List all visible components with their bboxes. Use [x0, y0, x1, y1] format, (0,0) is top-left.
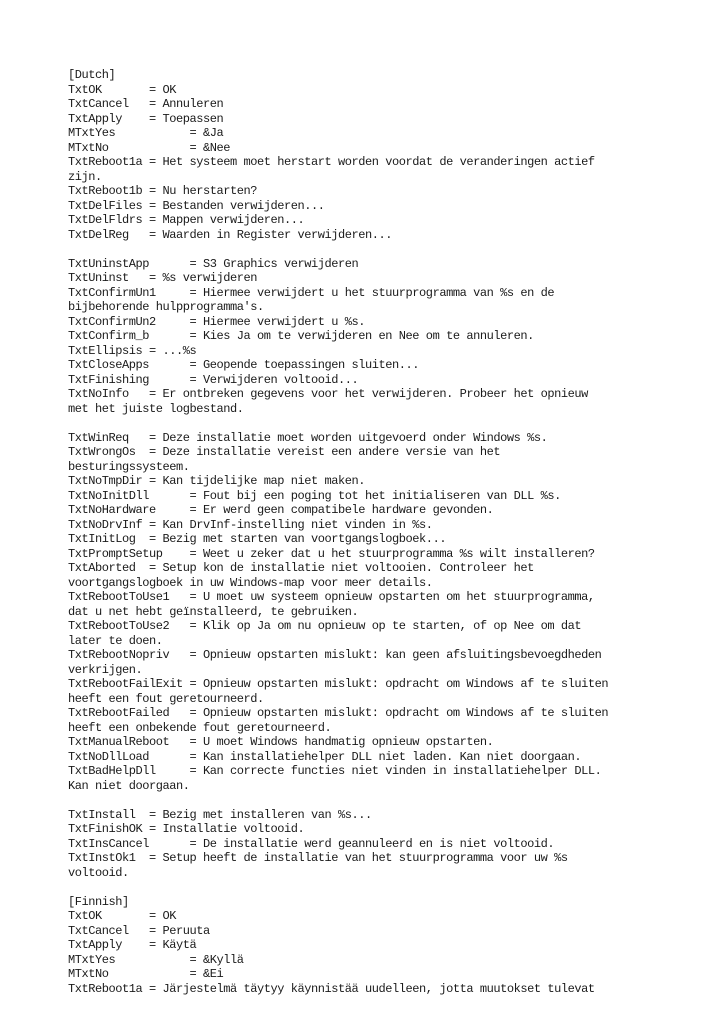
text-line: heeft een fout geretourneerd. — [68, 691, 264, 706]
text-line: zijn. — [68, 169, 102, 184]
text-line: verkrijgen. — [68, 662, 143, 677]
blank-line — [68, 416, 708, 431]
text-line: TxtWrongOs = Deze installatie vereist een andere versie van het — [68, 445, 501, 459]
text-line: TxtCloseApps = Geopende toepassingen sluiten... — [68, 358, 420, 372]
text-line: TxtRebootNopriv = Opnieuw opstarten mislukt: kan geen afsluitingsbevoegdheden — [68, 648, 602, 662]
text-line: TxtFinishing = Verwijderen voltooid... — [68, 372, 359, 387]
text-line: TxtPromptSetup = Weet u zeker dat u het stuurprogramma %s wilt installeren? — [68, 546, 595, 561]
text-line: TxtApply = Käytä — [68, 938, 197, 952]
text-line: TxtConfirmUn2 = Hiermee verwijdert u %s. — [68, 314, 366, 329]
text-line: TxtAborted = Setup kon de installatie niet voltooien. Controleer het — [68, 561, 534, 575]
text-line: TxtNoDrvInf = Kan DrvInf-instelling niet vinden in %s. — [68, 517, 433, 532]
text-line: TxtInstall = Bezig met installeren van %s... — [68, 807, 372, 822]
text-line: TxtRebootFailed = Opnieuw opstarten mislukt: opdracht om Windows af te sluiten — [68, 706, 609, 720]
text-line: voltooid. — [68, 865, 129, 880]
text-line: voortgangslogboek in uw Windows-map voor meer details. — [68, 575, 433, 590]
text-line: TxtRebootToUse1 = U moet uw systeem opnieuw opstarten om het stuurprogramma, — [68, 590, 595, 604]
document-page — [68, 68, 708, 996]
text-line: [Dutch] — [68, 68, 116, 82]
text-line: MTxtNo = &Nee — [68, 140, 231, 155]
text-line: TxtOK = OK — [68, 909, 177, 923]
text-line: besturingssysteem. — [68, 459, 190, 474]
blank-line — [68, 880, 708, 895]
text-line: TxtEllipsis = ...%s — [68, 343, 197, 358]
text-line: TxtConfirm_b = Kies Ja om te verwijderen en Nee om te annuleren. — [68, 329, 534, 343]
text-line: TxtCancel = Peruuta — [68, 923, 210, 938]
text-line: TxtReboot1b = Nu herstarten? — [68, 184, 258, 198]
text-line: TxtCancel = Annuleren — [68, 97, 224, 111]
text-line: MTxtNo = &Ei — [68, 967, 224, 981]
text-line: TxtConfirmUn1 = Hiermee verwijdert u het stuurprogramma van %s en de — [68, 285, 555, 300]
text-line: TxtNoHardware = Er werd geen compatibele hardware gevonden. — [68, 503, 494, 517]
text-line: TxtUninstApp = S3 Graphics verwijderen — [68, 256, 359, 271]
text-line: TxtBadHelpDll = Kan correcte functies niet vinden in installatiehelper DLL. — [68, 764, 602, 778]
text-line: TxtNoTmpDir = Kan tijdelijke map niet maken. — [68, 474, 366, 488]
text-line: TxtRebootFailExit = Opnieuw opstarten mislukt: opdracht om Windows af te sluiten — [68, 677, 609, 691]
text-line: MTxtYes = &Ja — [68, 126, 224, 140]
text-line: TxtInitLog = Bezig met starten van voortgangslogboek... — [68, 532, 447, 546]
text-line: met het juiste logbestand. — [68, 401, 244, 416]
text-line: TxtFinishOK = Installatie voltooid. — [68, 822, 305, 836]
text-line: TxtWinReq = Deze installatie moet worden uitgevoerd onder Windows %s. — [68, 430, 548, 445]
text-line: later te doen. — [68, 633, 163, 648]
text-line: TxtNoInfo = Er ontbreken gegevens voor het verwijderen. Probeer het opnieuw — [68, 387, 588, 401]
text-line: TxtDelReg = Waarden in Register verwijderen... — [68, 227, 393, 242]
text-line: TxtOK = OK — [68, 82, 177, 97]
text-line: heeft een onbekende fout geretourneerd. — [68, 720, 332, 735]
text-line: MTxtYes = &Kyllä — [68, 952, 244, 967]
text-line: TxtInstOk1 = Setup heeft de installatie van het stuurprogramma voor uw %s — [68, 851, 568, 865]
text-line: [Finnish] — [68, 894, 129, 909]
text-line: TxtDelFiles = Bestanden verwijderen... — [68, 198, 325, 213]
text-line: TxtManualReboot = U moet Windows handmatig opnieuw opstarten. — [68, 735, 494, 749]
text-line: bijbehorende hulpprogramma's. — [68, 300, 264, 314]
text-line: TxtReboot1a = Het systeem moet herstart worden voordat de veranderingen actief — [68, 155, 595, 169]
text-line: TxtReboot1a = Järjestelmä täytyy käynnistää uudelleen, jotta muutokset tulevat — [68, 981, 595, 996]
text-line: TxtNoInitDll = Fout bij een poging tot het initialiseren van DLL %s. — [68, 488, 561, 503]
text-line: TxtUninst = %s verwijderen — [68, 271, 258, 285]
text-line: TxtDelFldrs = Mappen verwijderen... — [68, 213, 305, 227]
text-line: TxtApply = Toepassen — [68, 111, 224, 126]
text-line: TxtNoDllLoad = Kan installatiehelper DLL niet laden. Kan niet doorgaan. — [68, 749, 582, 764]
text-line: Kan niet doorgaan. — [68, 778, 190, 793]
text-line: TxtRebootToUse2 = Klik op Ja om nu opnieuw op te starten, of op Nee om dat — [68, 619, 582, 633]
text-line: TxtInsCancel = De installatie werd geannuleerd en is niet voltooid. — [68, 836, 555, 851]
blank-line — [68, 242, 708, 257]
text-line: dat u net hebt geïnstalleerd, te gebruiken. — [68, 604, 359, 619]
blank-line — [68, 793, 708, 808]
